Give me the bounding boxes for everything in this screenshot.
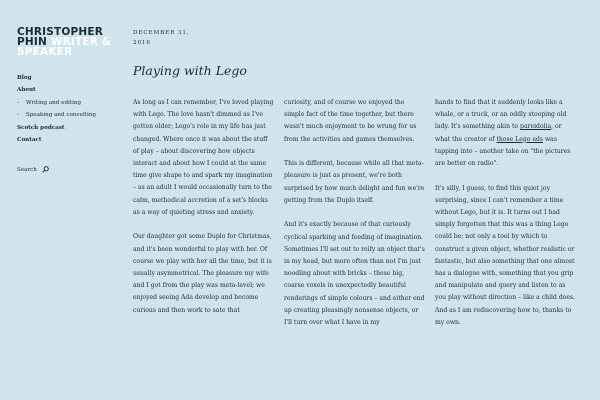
search-toggle[interactable] bbox=[17, 166, 49, 173]
nav-contact[interactable]: Contact bbox=[17, 137, 42, 144]
paragraph bbox=[435, 97, 577, 170]
post-column-1 bbox=[133, 97, 275, 329]
nav-writing-label: Writing and editing bbox=[25, 99, 82, 106]
search-icon bbox=[42, 166, 49, 173]
nav-writing-and-editing[interactable] bbox=[17, 97, 96, 109]
paragraph: And it's exactly because of that curiously cyclical sparking and feeding of imagination. Sometimes I'll set out to reify an object that's in my head, but more often than not I'm just noodling about with bricks – these big, coarse voxels in unexpectedly beautiful renderings of simple colours – and either end up creating pleasingly nonsense objects, or I'll turn over what I have in my bbox=[284, 221, 425, 327]
text: hands to find that it suddenly looks like a whale, or a truck, or an oddly stooping old lady. It's something akin to bbox=[435, 99, 567, 131]
nav-speaking-and-consulting[interactable] bbox=[17, 109, 96, 121]
site-title[interactable] bbox=[17, 27, 117, 57]
pareidolia-link[interactable]: pareidolia bbox=[520, 123, 552, 131]
post-column-3 bbox=[435, 97, 577, 341]
search-label: Search bbox=[17, 166, 37, 173]
nav-speaking-label: Speaking and consulting bbox=[25, 112, 96, 119]
post-title[interactable]: Playing with Lego bbox=[133, 63, 247, 78]
nav-about[interactable]: About bbox=[17, 87, 36, 94]
post-column-2 bbox=[284, 97, 426, 342]
nav-dash: - bbox=[17, 99, 19, 106]
nav-blog[interactable]: Blog bbox=[17, 75, 32, 81]
text: was tapping into – another take on "the pictures are better on radio". bbox=[435, 135, 571, 168]
paragraph: It's silly, I guess, to find this quiet joy surprising, since I can't remember a time without Lego, but it is. It turns out I had simply forgotten that this was a thing Lego could be; not only a tool by which to construct a given object, whether realistic or fantastic, but also something that one almost has a dialogue with, something that you grip and manipulate and query and listen to as you play without direction – like a child does. And as I am rediscovering how to, thanks to my own. bbox=[435, 184, 576, 326]
paragraph: Our daughter got some Duplo for Christmas, and it's been wonderful to play with her. Of course we play with her all the time, but it is usually asymmetrical. The pleasure my wife and I got from the play was meta-level; we enjoyed seeing Ada develop and become curious and then work to sate that bbox=[133, 233, 272, 314]
post-date: DECEMBER 31, 2016 bbox=[133, 30, 190, 46]
main-nav bbox=[17, 72, 96, 146]
paragraph: curiosity, and of course we enjoyed the simple fact of the time together, but there wasn't much enjoyment to be wrung for us from the activities and games themselves. bbox=[284, 99, 417, 143]
nav-dash: - bbox=[17, 112, 19, 119]
site-name[interactable]: CHRISTOPHER PHIN bbox=[17, 26, 104, 48]
lego-ads-link[interactable]: those Lego ads bbox=[496, 135, 544, 143]
paragraph: This is different, because while all that meta-pleasure is just as present, we're both surprised by how much delight and fun we're getting from the Duplo itself. bbox=[284, 160, 425, 204]
text: , or what the creator of bbox=[435, 123, 562, 143]
paragraph: As long as I can remember, I've loved playing with Lego. The love hasn't dimmed as I've gotten older; Lego's role in my life has just changed. Where once it was about the stuff of play – about discovering how objects interact and about how I could at the same time give shape to and spark my imagination – as an adult I would occasionally turn to the calm, methodical accretion of a set's blocks as a way of quieting stress and anxiety. bbox=[133, 99, 274, 216]
nav-scotch-podcast[interactable]: Scotch podcast bbox=[17, 124, 65, 131]
site-tagline: WRITER & SPEAKER bbox=[17, 36, 112, 58]
